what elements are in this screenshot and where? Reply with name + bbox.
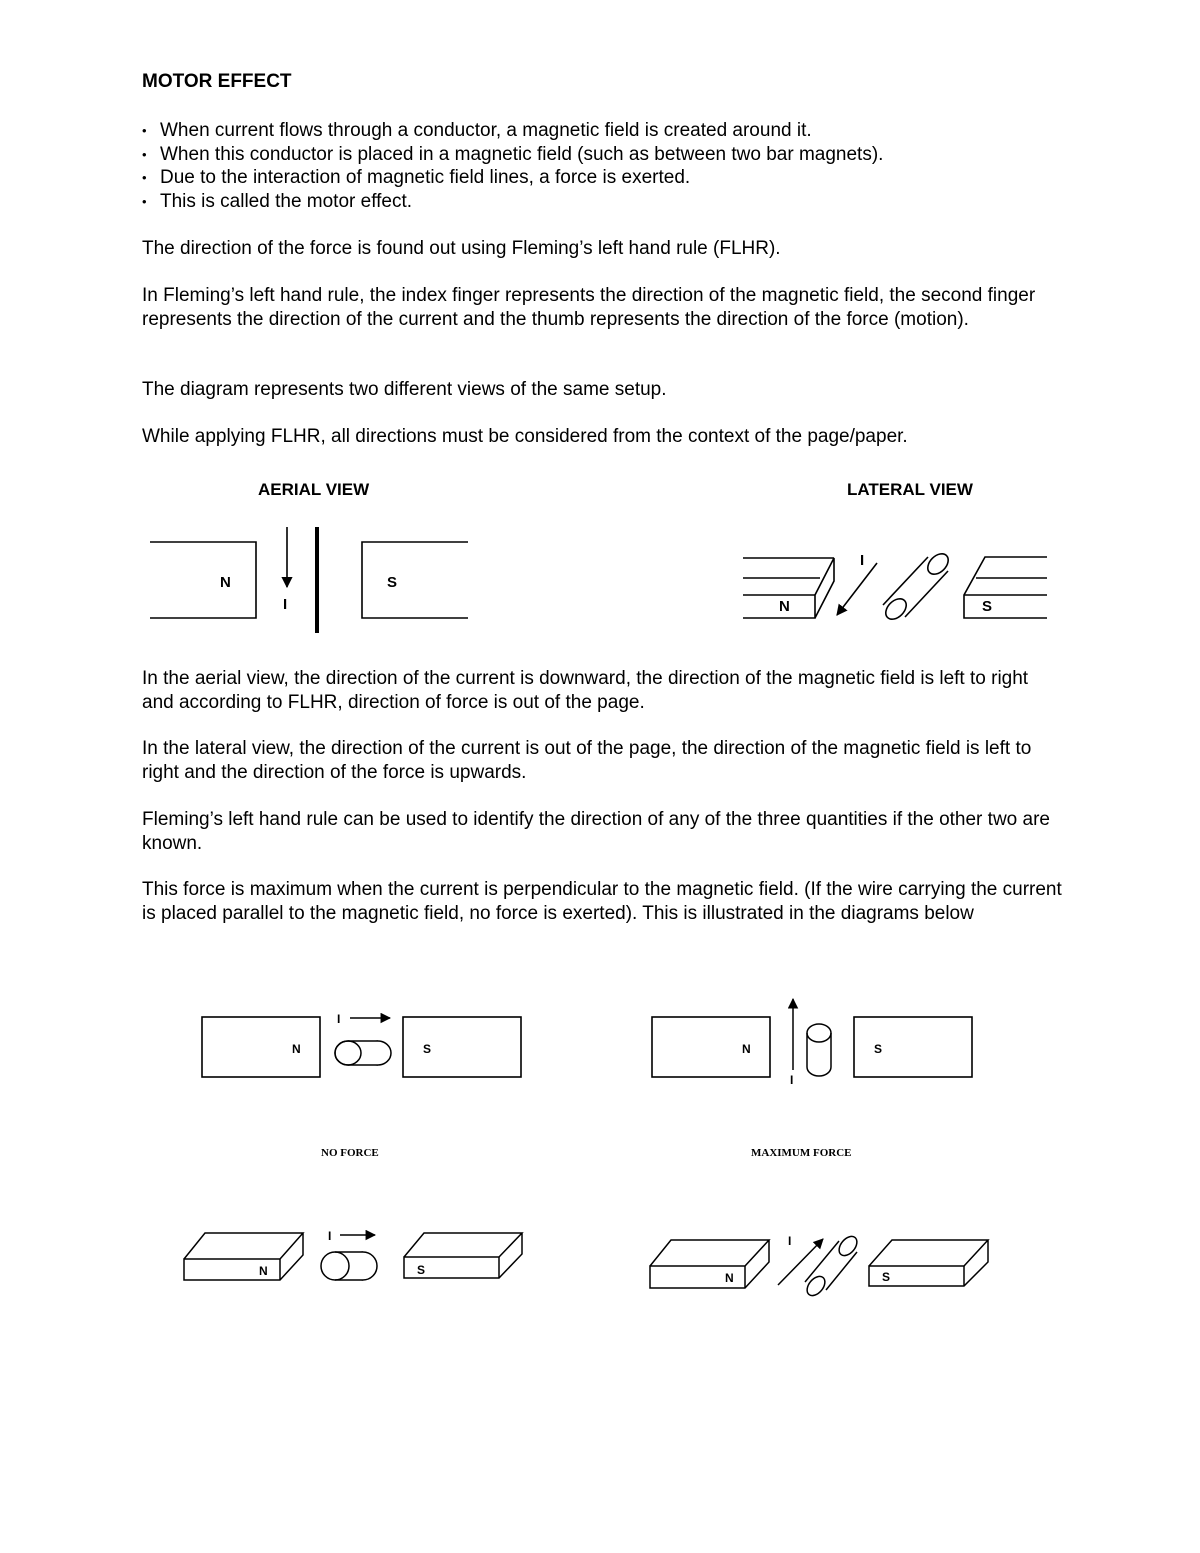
current-label: I [788,1234,792,1248]
bullet-list [142,119,883,213]
north-magnet [652,1017,770,1077]
paragraph-three-quantities: Fleming’s left hand rule can be used to identify the direction of any of the three quantities if the other two are known. [142,809,1050,854]
bullet-item: • This is called the motor effect. [142,190,883,214]
aerial-view-diagram [140,520,480,645]
south-magnet [403,1017,521,1077]
paragraph-page-context: While applying FLHR, all directions must be considered from the context of the page/paper. [142,426,908,447]
north-magnet [202,1017,320,1077]
paragraph-flhr-intro: The direction of the force is found out using Fleming’s left hand rule (FLHR). [142,238,781,259]
north-label: N [220,574,231,591]
aerial-view-title: AERIAL VIEW [258,480,370,499]
paragraph-maximum-force: This force is maximum when the current is perpendicular to the magnetic field. (If the wire carrying the current is placed parallel to the magnetic field, no force is exerted). This is illustrated in the diagrams below [142,879,1062,924]
paragraph-flhr-fingers: In Fleming’s left hand rule, the index finger represents the direction of the magnetic field, the second finger represents the direction of the current and the thumb represents the direction of the force (motion). [142,285,1036,330]
current-label: I [337,1012,341,1026]
conductor-cylinder [804,1233,861,1299]
page-title: MOTOR EFFECT [142,71,292,92]
south-label: S [874,1042,883,1056]
north-magnet-3d [650,1240,769,1288]
north-label: N [779,598,790,615]
max-force-top-diagram [645,995,985,1090]
south-label: S [982,598,993,615]
no-force-caption: NO FORCE [321,1147,379,1159]
south-label: S [423,1042,432,1056]
no-force-3d-diagram [180,1222,530,1292]
north-magnet [150,542,256,618]
bullet-item: • When this conductor is placed in a magnetic field (such as between two bar magnets). [142,143,883,167]
north-label: N [725,1271,734,1285]
max-force-3d-diagram [645,1228,995,1298]
south-label: S [387,574,398,591]
bullet-item: • When current flows through a conductor, a magnetic field is created around it. [142,119,883,143]
max-force-caption: MAXIMUM FORCE [751,1147,852,1159]
paragraph-aerial-explanation: In the aerial view, the direction of the current is downward, the direction of the magnetic field is left to right and according to FLHR, direction of force is out of the page. [142,668,1029,713]
conductor-cylinder [882,550,952,623]
conductor-cylinder [321,1252,377,1280]
current-label: I [328,1229,332,1243]
north-label: N [292,1042,301,1056]
north-label: N [259,1264,268,1278]
paragraph-two-views: The diagram represents two different views of the same setup. [142,379,667,400]
south-magnet [854,1017,972,1077]
north-magnet-3d [184,1233,303,1280]
no-force-top-diagram [195,1005,535,1085]
conductor-cylinder [807,1024,831,1076]
lateral-view-diagram [740,545,1055,630]
current-arrow [778,1239,823,1285]
lateral-view-title: LATERAL VIEW [847,480,973,499]
south-label: S [417,1263,426,1277]
north-label: N [742,1042,751,1056]
south-magnet-3d [964,557,1047,618]
conductor-cylinder [335,1041,391,1065]
current-label: I [283,596,288,613]
current-label: I [790,1073,794,1087]
bullet-item: • Due to the interaction of magnetic field lines, a force is exerted. [142,166,883,190]
current-arrow [837,563,877,615]
current-label: I [860,552,865,569]
south-label: S [882,1270,891,1284]
paragraph-lateral-explanation: In the lateral view, the direction of the current is out of the page, the direction of the magnetic field is left to right and the direction of the force is upwards. [142,738,1032,783]
south-magnet [362,542,468,618]
